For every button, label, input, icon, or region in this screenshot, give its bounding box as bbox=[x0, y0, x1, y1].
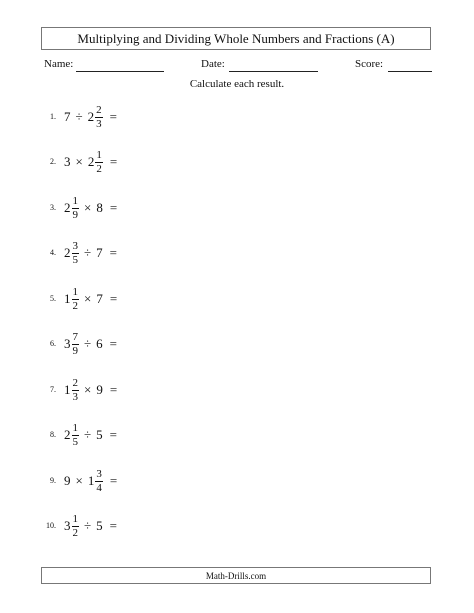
right-operand bbox=[96, 427, 103, 443]
right-fraction bbox=[95, 150, 103, 175]
operator-symbol: ÷ bbox=[84, 245, 92, 260]
left-operand bbox=[64, 241, 79, 266]
left-fraction bbox=[72, 241, 80, 266]
fraction-denominator: 4 bbox=[96, 481, 102, 494]
fraction-numerator: 2 bbox=[72, 376, 78, 389]
left-whole-number: 9 bbox=[64, 473, 71, 488]
equals-sign: = bbox=[109, 200, 118, 215]
left-whole-number: 2 bbox=[64, 427, 71, 442]
problem-number: 1. bbox=[50, 112, 56, 121]
right-operand bbox=[96, 200, 103, 216]
right-whole-number: 1 bbox=[87, 473, 95, 488]
equals-sign: = bbox=[109, 245, 117, 260]
operator-symbol: ÷ bbox=[84, 518, 92, 533]
problem-item bbox=[0, 283, 300, 315]
equals-sign: = bbox=[109, 427, 117, 442]
equals-sign: = bbox=[109, 473, 118, 488]
left-operand bbox=[64, 287, 79, 312]
problem-expression bbox=[64, 192, 117, 224]
equals-sign: = bbox=[109, 518, 117, 533]
fraction-numerator: 3 bbox=[96, 467, 102, 480]
operator-symbol: × bbox=[84, 382, 92, 397]
equals-sign: = bbox=[109, 382, 118, 397]
problem-expression bbox=[64, 283, 117, 315]
right-operand bbox=[88, 469, 103, 494]
instructions: Calculate each result. bbox=[189, 78, 285, 90]
right-whole-number: 5 bbox=[96, 518, 103, 533]
problem-expression bbox=[64, 419, 117, 451]
right-whole-number: 7 bbox=[96, 245, 103, 260]
left-operand bbox=[64, 109, 71, 125]
student-info-row bbox=[0, 56, 474, 76]
problem-item bbox=[0, 465, 300, 497]
right-whole-number: 5 bbox=[96, 427, 103, 442]
right-whole-number: 2 bbox=[87, 109, 95, 124]
problem-number: 6. bbox=[50, 339, 56, 348]
fraction-denominator: 3 bbox=[96, 117, 102, 130]
fraction-numerator: 1 bbox=[96, 148, 102, 161]
date-field-line[interactable] bbox=[229, 71, 318, 72]
fraction-denominator: 3 bbox=[72, 390, 78, 403]
fraction-denominator: 2 bbox=[96, 162, 102, 175]
left-whole-number: 2 bbox=[64, 200, 71, 215]
fraction-numerator: 1 bbox=[72, 194, 78, 207]
operator-symbol: × bbox=[84, 291, 92, 306]
right-operand bbox=[96, 291, 103, 307]
footer-text: Math-Drills.com bbox=[205, 570, 267, 581]
date-label: Date: bbox=[201, 58, 225, 70]
worksheet-title: Multiplying and Dividing Whole Numbers and Fractions (A) bbox=[77, 30, 395, 46]
right-whole-number: 2 bbox=[87, 154, 95, 169]
problem-item bbox=[0, 374, 300, 406]
equals-sign: = bbox=[109, 109, 117, 124]
left-whole-number: 3 bbox=[64, 154, 71, 169]
right-fraction bbox=[95, 105, 103, 130]
problem-item bbox=[0, 101, 300, 133]
fraction-denominator: 9 bbox=[72, 344, 78, 357]
problem-number: 10. bbox=[46, 521, 56, 530]
left-operand bbox=[64, 473, 71, 489]
left-whole-number: 1 bbox=[64, 382, 71, 397]
problem-number: 9. bbox=[50, 476, 56, 485]
fraction-numerator: 1 bbox=[72, 512, 78, 525]
left-whole-number: 1 bbox=[64, 291, 71, 306]
problem-number: 2. bbox=[50, 157, 56, 166]
right-whole-number: 6 bbox=[96, 336, 103, 351]
left-fraction bbox=[72, 423, 80, 448]
problem-expression bbox=[64, 146, 117, 178]
fraction-numerator: 1 bbox=[72, 421, 78, 434]
right-operand bbox=[96, 382, 103, 398]
left-whole-number: 3 bbox=[64, 518, 71, 533]
problem-item bbox=[0, 328, 300, 360]
problem-item bbox=[0, 146, 300, 178]
problem-item bbox=[0, 237, 300, 269]
right-whole-number: 8 bbox=[96, 200, 103, 215]
equals-sign: = bbox=[109, 336, 117, 351]
problem-expression bbox=[64, 237, 117, 269]
operator-symbol: × bbox=[75, 473, 83, 488]
right-operand bbox=[88, 105, 103, 130]
fraction-numerator: 1 bbox=[72, 285, 78, 298]
operator-symbol: × bbox=[84, 200, 92, 215]
footer-box bbox=[41, 567, 431, 584]
right-operand bbox=[96, 336, 103, 352]
right-fraction bbox=[95, 469, 103, 494]
name-field-line[interactable] bbox=[76, 71, 164, 72]
operator-symbol: ÷ bbox=[84, 336, 92, 351]
left-fraction bbox=[72, 378, 80, 403]
problem-number: 7. bbox=[50, 385, 56, 394]
problem-number: 4. bbox=[50, 248, 56, 257]
problem-number: 3. bbox=[50, 203, 56, 212]
problem-item bbox=[0, 510, 300, 542]
right-whole-number: 9 bbox=[96, 382, 103, 397]
left-operand bbox=[64, 196, 79, 221]
problem-number: 5. bbox=[50, 294, 56, 303]
fraction-numerator: 2 bbox=[96, 103, 102, 116]
right-operand bbox=[96, 518, 103, 534]
fraction-numerator: 3 bbox=[72, 239, 78, 252]
left-whole-number: 3 bbox=[64, 336, 71, 351]
left-operand bbox=[64, 423, 79, 448]
fraction-denominator: 5 bbox=[72, 253, 78, 266]
problem-item bbox=[0, 192, 300, 224]
left-operand bbox=[64, 378, 79, 403]
fraction-denominator: 5 bbox=[72, 435, 78, 448]
problem-expression bbox=[64, 465, 117, 497]
left-operand bbox=[64, 514, 79, 539]
fraction-denominator: 2 bbox=[72, 526, 78, 539]
equals-sign: = bbox=[109, 291, 118, 306]
fraction-denominator: 9 bbox=[72, 208, 78, 221]
fraction-numerator: 7 bbox=[72, 330, 78, 343]
operator-symbol: ÷ bbox=[84, 427, 92, 442]
right-operand bbox=[88, 150, 103, 175]
score-field-line[interactable] bbox=[388, 71, 432, 72]
equals-sign: = bbox=[109, 154, 118, 169]
left-fraction bbox=[72, 332, 80, 357]
operator-symbol: ÷ bbox=[75, 109, 83, 124]
left-fraction bbox=[72, 287, 80, 312]
left-whole-number: 7 bbox=[64, 109, 71, 124]
left-fraction bbox=[72, 196, 80, 221]
right-whole-number: 7 bbox=[96, 291, 103, 306]
score-label: Score: bbox=[355, 58, 384, 70]
fraction-denominator: 2 bbox=[72, 299, 78, 312]
problem-expression bbox=[64, 510, 117, 542]
problem-number: 8. bbox=[50, 430, 56, 439]
name-label: Name: bbox=[44, 58, 74, 70]
problem-expression bbox=[64, 101, 117, 133]
left-operand bbox=[64, 154, 71, 170]
operator-symbol: × bbox=[75, 154, 83, 169]
problem-expression bbox=[64, 374, 117, 406]
left-fraction bbox=[72, 514, 80, 539]
problem-expression bbox=[64, 328, 117, 360]
left-whole-number: 2 bbox=[64, 245, 71, 260]
problem-item bbox=[0, 419, 300, 451]
right-operand bbox=[96, 245, 103, 261]
left-operand bbox=[64, 332, 79, 357]
worksheet-title-box bbox=[41, 27, 431, 50]
